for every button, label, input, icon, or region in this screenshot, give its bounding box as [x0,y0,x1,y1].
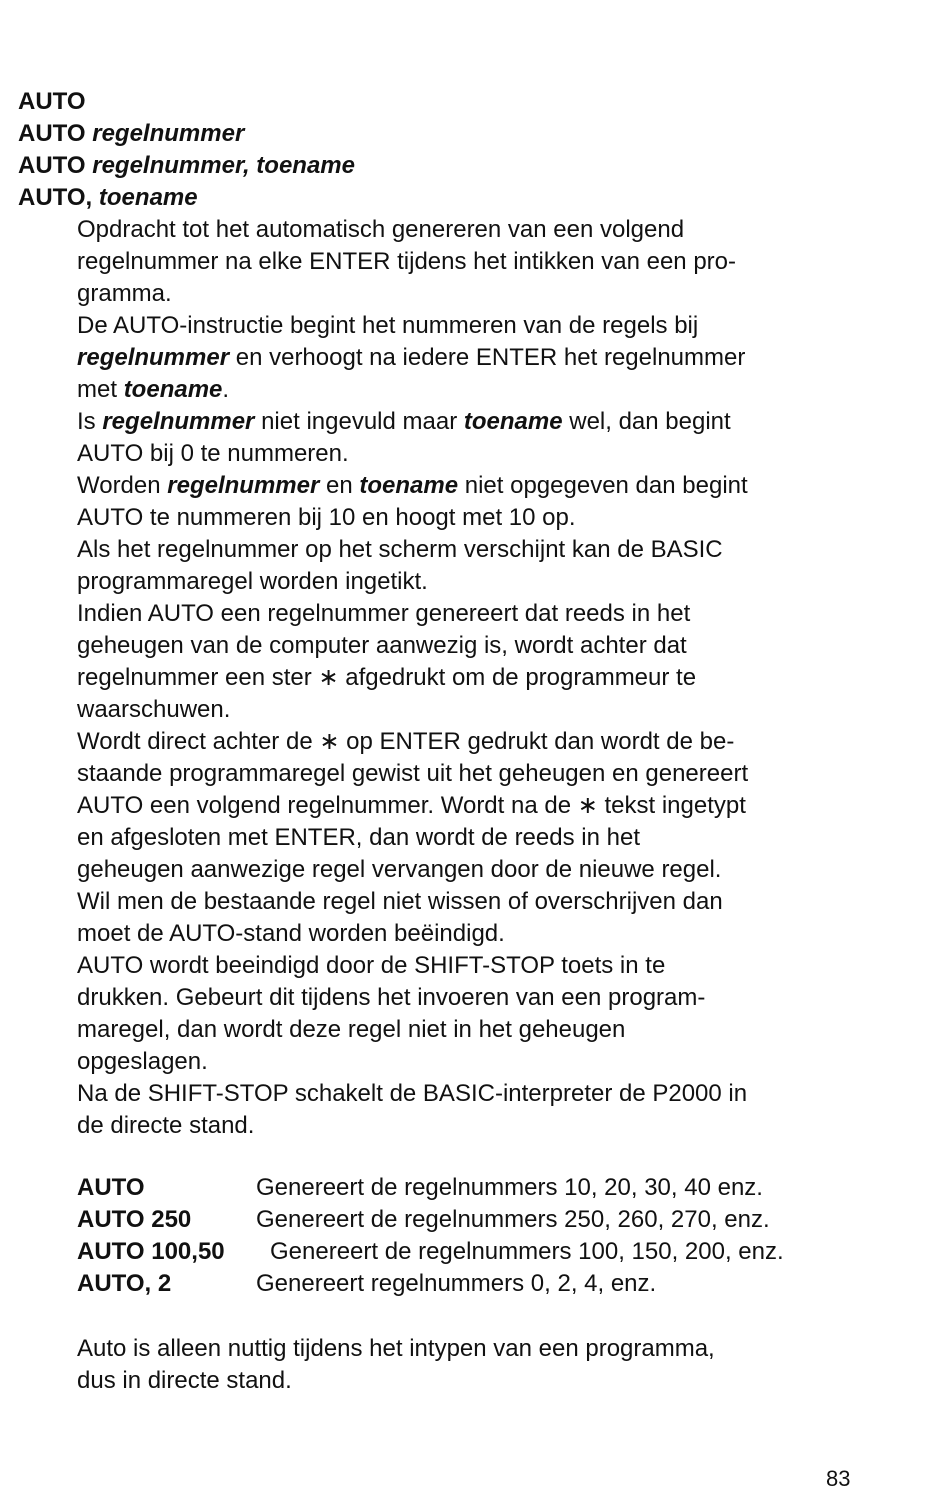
text-segment: opgeslagen. [77,1048,208,1075]
text-segment: geheugen van de computer aanwezig is, wordt achter dat [77,632,687,659]
text-segment: regelnummer na elke ENTER tijdens het intikken van een pro- [77,248,736,275]
parameter-term: regelnummer [167,472,320,499]
text-line [77,278,897,310]
text-line [77,662,897,694]
text-line [77,918,897,950]
page-number: 83 [826,1466,851,1491]
text-segment: en afgesloten met ENTER, dan wordt de reeds in het [77,824,640,851]
text-line [77,374,897,406]
text-segment: AUTO een volgend regelnummer. Wordt na de ∗ tekst ingetypt [77,792,746,819]
text-line [77,310,897,342]
text-line [77,1046,897,1078]
parameter-term: toename [359,472,459,499]
text-line [77,950,897,982]
text-line [77,758,897,790]
example-description: Genereert regelnummers 0, 2, 4, enz. [256,1270,657,1297]
text-segment: drukken. Gebeurt dit tijdens het invoeren van een program- [77,984,706,1011]
text-segment: en [319,472,360,499]
usage-note [77,1333,715,1397]
text-segment: AUTO bij 0 te nummeren. [77,440,349,467]
example-command: AUTO 250 [77,1206,192,1233]
example-description: Genereert de regelnummers 100, 150, 200, enz. [270,1238,784,1265]
text-segment: Na de SHIFT-STOP schakelt de BASIC-interpreter de P2000 in [77,1080,748,1107]
syntax-keyword: AUTO, [18,184,93,211]
text-line [77,1014,897,1046]
text-line [77,854,897,886]
text-segment: de directe stand. [77,1112,255,1139]
syntax-argument: toename [98,184,198,211]
parameter-term: toename [463,408,563,435]
example-command: AUTO [77,1174,145,1201]
text-segment: AUTO wordt beeindigd door de SHIFT-STOP toets in te [77,952,666,979]
syntax-line [18,86,355,118]
syntax-argument: regelnummer, toename [92,152,355,179]
example-description: Genereert de regelnummers 10, 20, 30, 40 enz. [256,1174,763,1201]
text-line [77,502,897,534]
text-segment: met [77,376,124,403]
text-segment: gramma. [77,280,172,307]
example-command: AUTO 100,50 [77,1238,225,1265]
text-line [77,886,897,918]
parameter-term: toename [123,376,223,403]
syntax-keyword: AUTO [18,152,86,179]
text-segment: maregel, dan wordt deze regel niet in het geheugen [77,1016,626,1043]
text-segment: Opdracht tot het automatisch genereren van een volgend [77,216,685,243]
parameter-term: regelnummer [102,408,255,435]
text-segment: . [222,376,230,403]
text-line [77,534,897,566]
text-segment: programmaregel worden ingetikt. [77,568,428,595]
text-line [77,214,897,246]
text-line [77,630,897,662]
syntax-line [18,150,355,182]
text-segment: niet ingevuld maar [254,408,464,435]
text-line [77,598,897,630]
text-line [77,726,897,758]
text-segment: niet opgegeven dan begint [458,472,748,499]
note-line: Auto is alleen nuttig tijdens het intypen van een programma, [77,1335,715,1362]
text-segment: moet de AUTO-stand worden beëindigd. [77,920,505,947]
text-segment: Wordt direct achter de ∗ op ENTER gedrukt dan wordt de be- [77,728,735,755]
text-segment: geheugen aanwezige regel vervangen door de nieuwe regel. [77,856,722,883]
text-segment: staande programmaregel gewist uit het geheugen en genereert [77,760,749,787]
syntax-keyword: AUTO [18,88,86,115]
text-line [77,470,897,502]
syntax-block [18,86,355,214]
text-line [77,982,897,1014]
text-segment: Indien AUTO een regelnummer genereert dat reeds in het [77,600,691,627]
example-description: Genereert de regelnummers 250, 260, 270, enz. [256,1206,770,1233]
text-line [77,694,897,726]
text-segment: Als het regelnummer op het scherm verschijnt kan de BASIC [77,536,723,563]
example-command: AUTO, 2 [77,1270,172,1297]
parameter-term: regelnummer [77,344,230,371]
text-segment: Wil men de bestaande regel niet wissen of overschrijven dan [77,888,723,915]
text-line [77,246,897,278]
description-text [77,214,897,1142]
text-segment: regelnummer een ster ∗ afgedrukt om de programmeur te [77,664,697,691]
text-line [77,822,897,854]
text-segment: De AUTO-instructie begint het nummeren van de regels bij [77,312,699,339]
text-line [77,1078,897,1110]
syntax-line [18,118,355,150]
syntax-argument: regelnummer [92,120,245,147]
note-line: dus in directe stand. [77,1367,292,1394]
text-segment: wel, dan begint [562,408,731,435]
text-line [77,790,897,822]
text-line [77,1110,897,1142]
text-line [77,406,897,438]
text-segment: Worden [77,472,168,499]
text-segment: Is [77,408,103,435]
text-line [77,438,897,470]
text-segment: AUTO te nummeren bij 10 en hoogt met 10 op. [77,504,576,531]
syntax-keyword: AUTO [18,120,86,147]
text-segment: waarschuwen. [77,696,231,723]
syntax-line [18,182,355,214]
text-segment: en verhoogt na iedere ENTER het regelnummer [229,344,746,371]
text-line [77,342,897,374]
text-line [77,566,897,598]
